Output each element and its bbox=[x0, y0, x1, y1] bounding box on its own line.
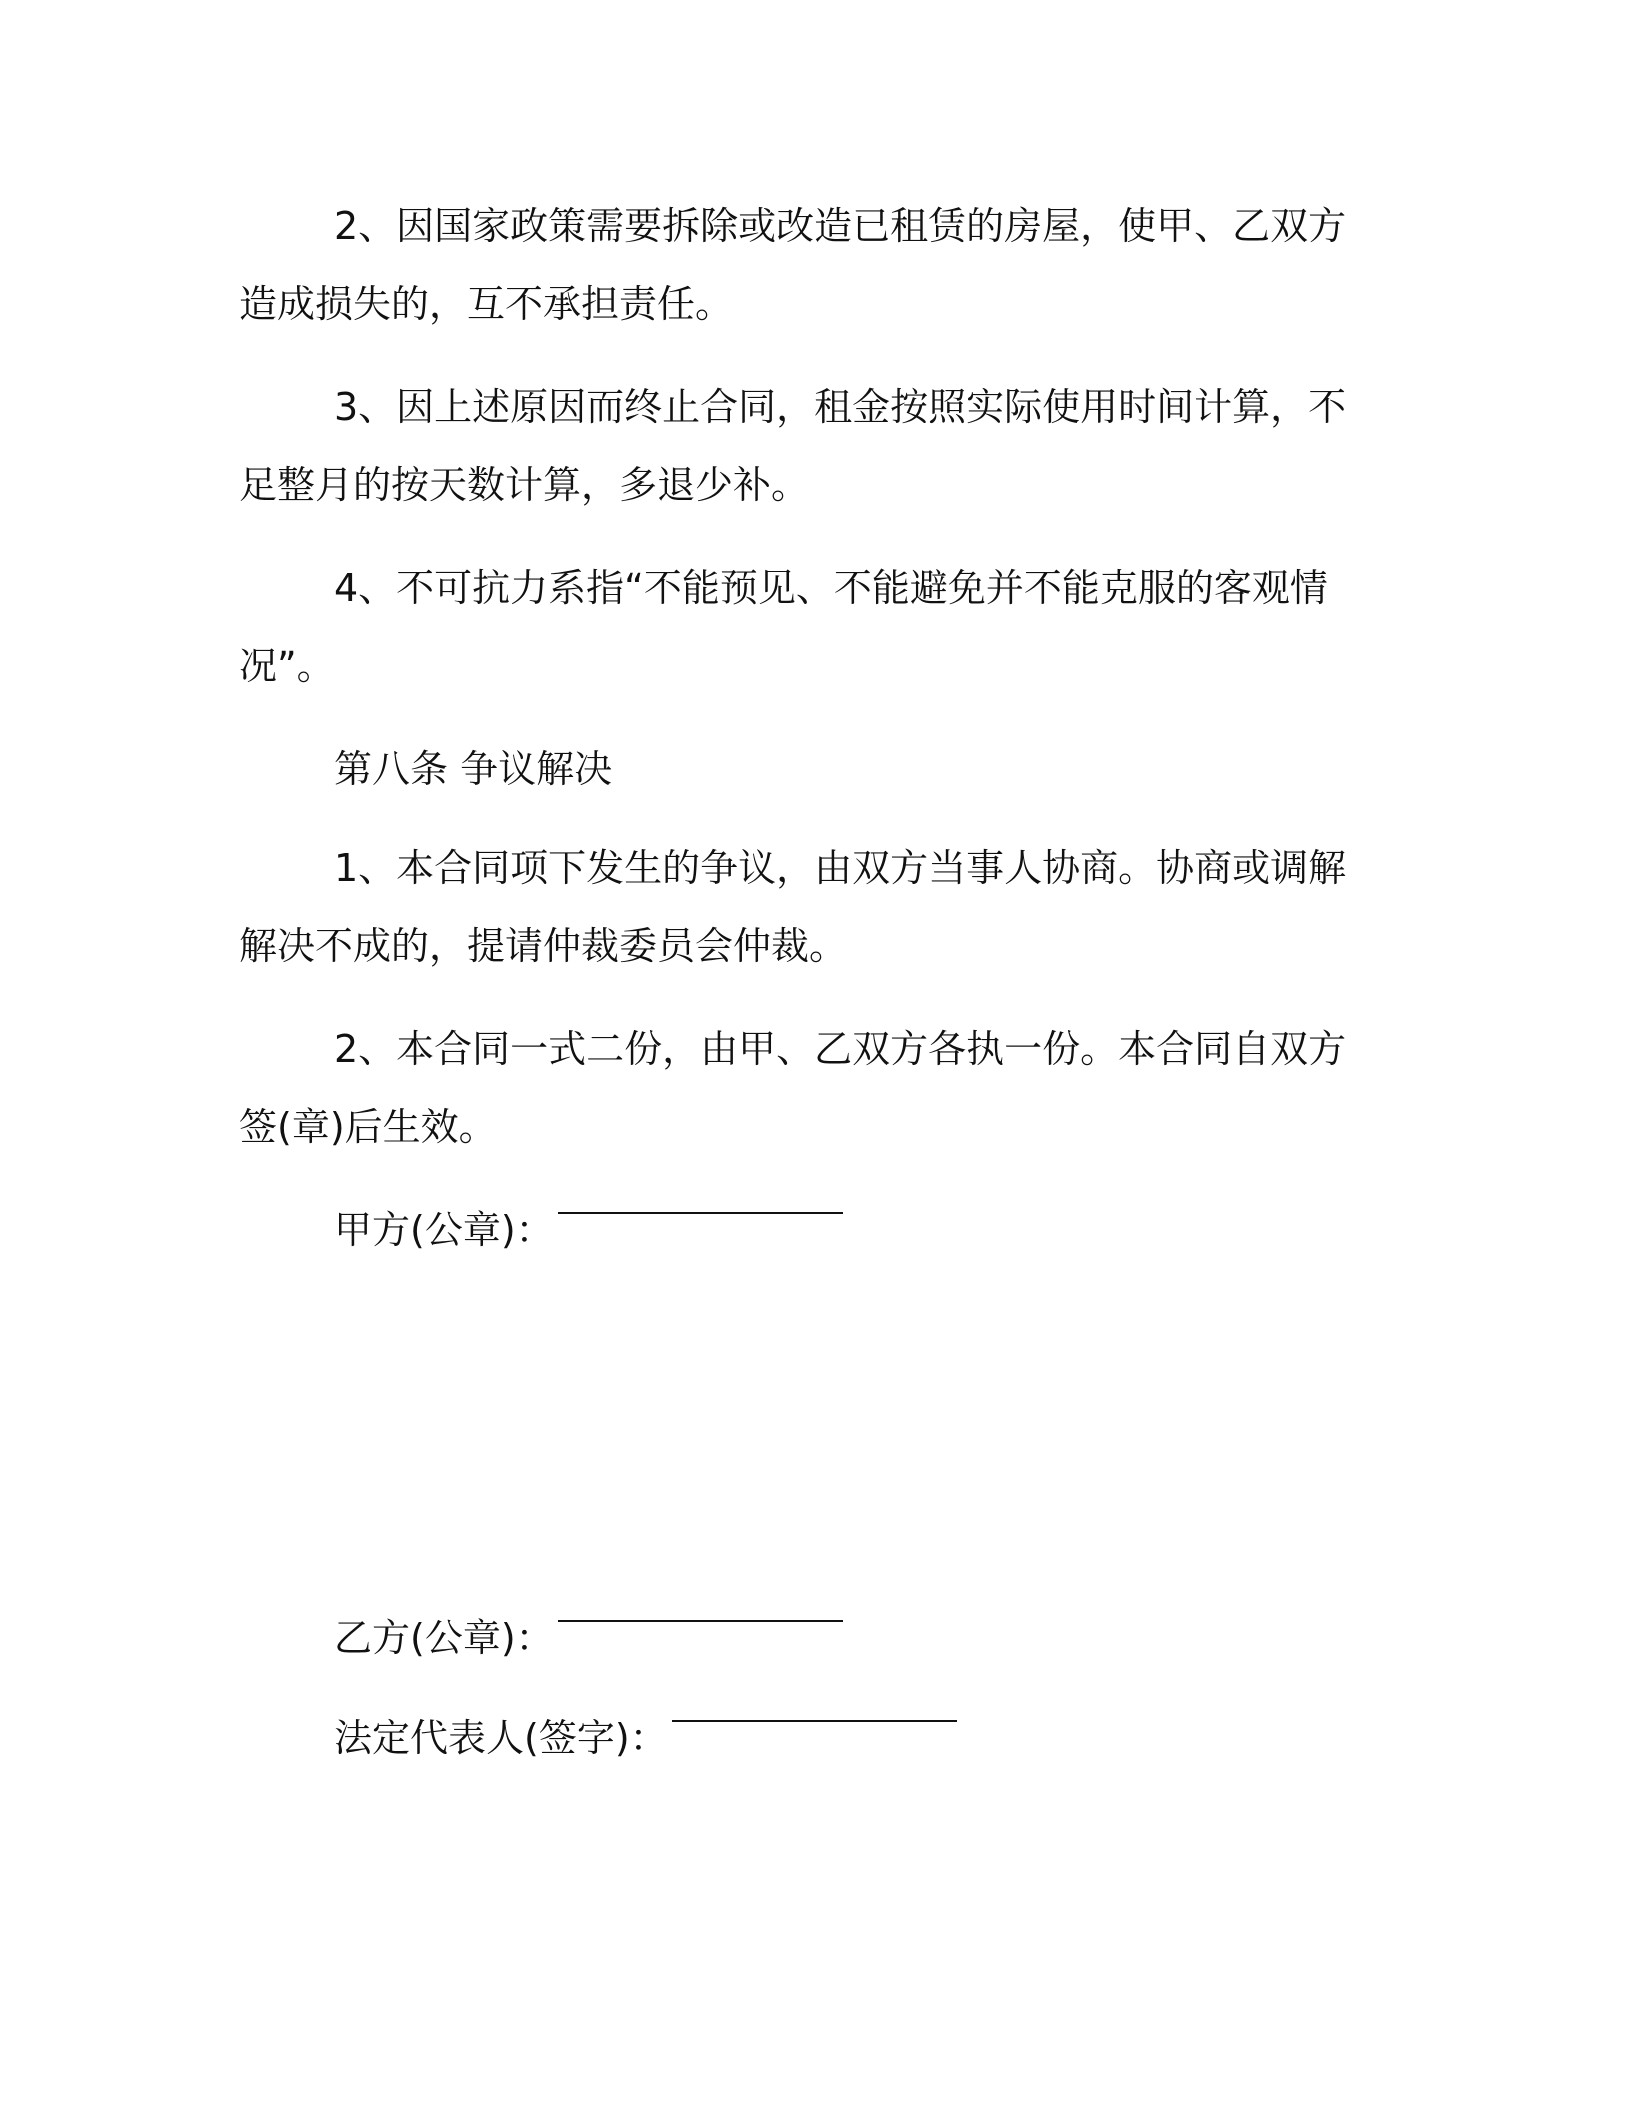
clause-rent-calculation: 3、因上述原因而终止合同，租金按照实际使用时间计算，不足整月的按天数计算，多退少补。 bbox=[239, 385, 1347, 507]
party-b-signature-line bbox=[239, 1599, 1359, 1677]
party-a-seal-label: 甲方(公章)： bbox=[334, 1208, 554, 1252]
clause-copies-effective: 2、本合同一式二份，由甲、乙双方各执一份。本合同自双方签(章)后生效。 bbox=[239, 1027, 1347, 1149]
legal-representative-signature-line bbox=[239, 1699, 1359, 1777]
clause-demolition: 2、因国家政策需要拆除或改造已租赁的房屋，使甲、乙双方造成损失的，互不承担责任。 bbox=[239, 204, 1347, 326]
party-a-signature-line bbox=[239, 1191, 1359, 1269]
party-a-blank bbox=[558, 1184, 843, 1214]
section-heading-dispute-resolution: 第八条 争议解决 bbox=[334, 747, 613, 791]
clause-force-majeure: 4、不可抗力系指“不能预见、不能避免并不能克服的客观情况”。 bbox=[239, 566, 1328, 688]
party-b-seal-label: 乙方(公章)： bbox=[334, 1616, 554, 1660]
legal-representative-blank bbox=[672, 1692, 957, 1722]
contract-text bbox=[239, 187, 1359, 1777]
legal-representative-label: 法定代表人(签字)： bbox=[334, 1716, 668, 1760]
party-b-blank bbox=[558, 1592, 843, 1622]
clause-dispute-negotiation: 1、本合同项下发生的争议，由双方当事人协商。协商或调解解决不成的，提请仲裁委员会仲裁。 bbox=[239, 846, 1347, 968]
